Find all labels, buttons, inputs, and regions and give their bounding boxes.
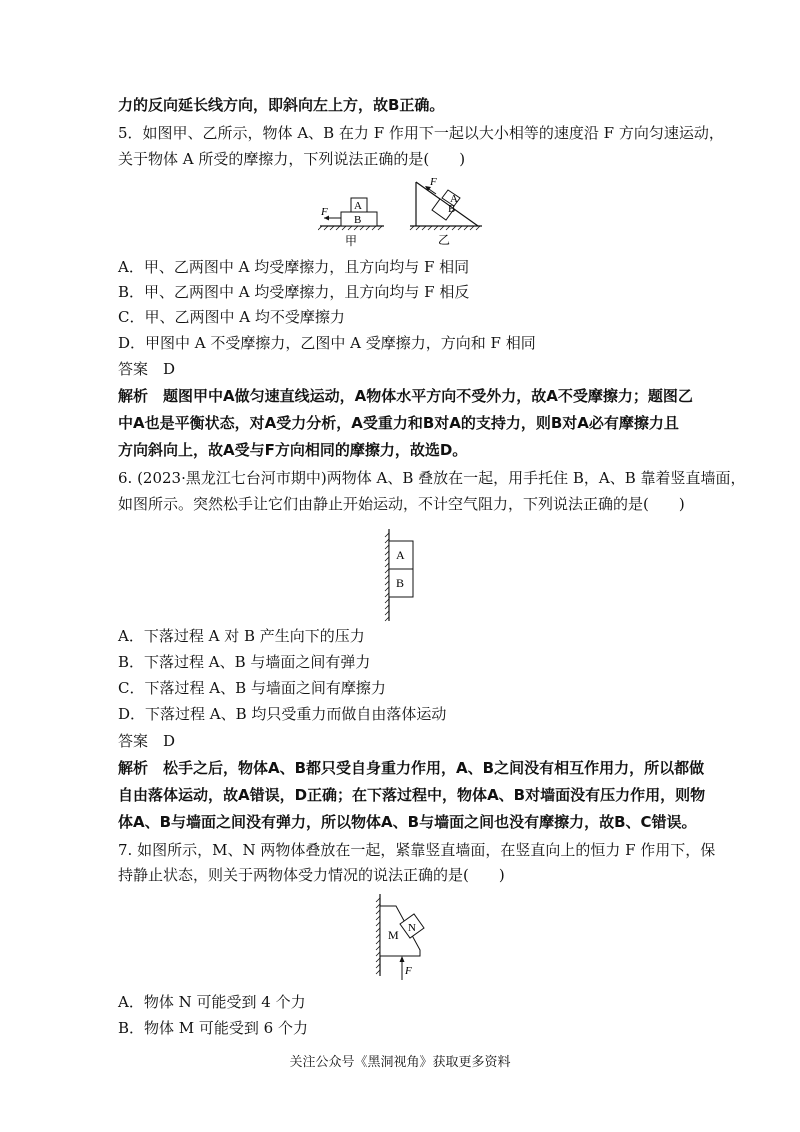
question-6-stem: 如图所示。突然松手让它们由静止开始运动，不计空气阻力，下列说法正确的是( ) xyxy=(118,495,685,513)
question-7-stem: 持静止状态，则关于两物体受力情况的说法正确的是( ) xyxy=(118,866,505,884)
option-c: C．下落过程 A、B 与墙面之间有摩擦力 xyxy=(118,679,386,697)
block-b-label: B xyxy=(448,203,456,215)
figure-yi xyxy=(404,172,484,252)
answer: 答案 D xyxy=(118,732,176,750)
force-f-label: F xyxy=(430,176,437,188)
block-a-label: A xyxy=(396,548,405,562)
option-a: A．甲、乙两图中 A 均受摩擦力，且方向均与 F 相同 xyxy=(118,258,470,276)
block-a-label: A xyxy=(354,200,362,212)
text-line: 力的反向延长线方向，即斜向左上方，故B正确。 xyxy=(118,96,445,114)
option-d: D．下落过程 A、B 均只受重力而做自由落体运动 xyxy=(118,705,447,723)
analysis: 方向斜向上，故A受与F方向相同的摩擦力，故选D。 xyxy=(118,441,468,459)
option-d: D．甲图中 A 不受摩擦力，乙图中 A 受摩擦力，方向和 F 相同 xyxy=(118,334,536,352)
question-5-stem: 关于物体 A 所受的摩擦力，下列说法正确的是( ) xyxy=(118,150,466,168)
force-f-label: F xyxy=(321,206,328,218)
figure-jia xyxy=(318,190,386,254)
analysis: 体A、B与墙面之间没有弹力，所以物体A、B与墙面之间也没有摩擦力，故B、C错误。 xyxy=(118,813,697,831)
option-a: A．物体 N 可能受到 4 个力 xyxy=(118,993,306,1011)
block-m-label: M xyxy=(388,928,399,942)
block-n-label: N xyxy=(408,922,416,934)
option-b: B．下落过程 A、B 与墙面之间有弹力 xyxy=(118,653,371,671)
option-a: A．下落过程 A 对 B 产生向下的压力 xyxy=(118,627,365,645)
figure-m-n-wall xyxy=(370,892,440,988)
analysis: 中A也是平衡状态，对A受力分析，A受重力和B对A的支持力，则B对A必有摩擦力且 xyxy=(118,414,679,432)
figure-caption: 甲 xyxy=(345,234,358,248)
option-b: B．甲、乙两图中 A 均受摩擦力，且方向均与 F 相反 xyxy=(118,283,470,301)
figure-wall-blocks xyxy=(377,527,437,627)
question-6-stem: 6. (2023·黑龙江七台河市期中)两物体 A、B 叠放在一起，用手托住 B，A、B 靠着竖直墙面， xyxy=(118,469,746,487)
block-a-label: A xyxy=(450,193,458,205)
block-b-label: B xyxy=(354,214,362,226)
block-b-label: B xyxy=(396,576,405,590)
figure-caption: 乙 xyxy=(438,233,451,247)
analysis: 自由落体运动，故A错误，D正确；在下落过程中，物体A、B对墙面没有压力作用，则物 xyxy=(118,786,706,804)
question-5-stem: 5．如图甲、乙所示，物体 A、B 在力 F 作用下一起以大小相等的速度沿 F 方向匀速运动， xyxy=(118,124,724,142)
page-footer: 关注公众号《黑洞视角》获取更多资料 xyxy=(289,1055,511,1070)
option-b: B．物体 M 可能受到 6 个力 xyxy=(118,1019,308,1037)
option-c: C．甲、乙两图中 A 均不受摩擦力 xyxy=(118,308,345,326)
force-f-label: F xyxy=(405,965,412,977)
answer: 答案 D xyxy=(118,360,176,378)
analysis: 解析 松手之后，物体A、B都只受自身重力作用，A、B之间没有相互作用力，所以都做 xyxy=(118,759,705,777)
analysis: 解析 题图甲中A做匀速直线运动，A物体水平方向不受外力，故A不受摩擦力；题图乙 xyxy=(118,387,693,405)
question-7-stem: 7. 如图所示，M、N 两物体叠放在一起，紧靠竖直墙面，在竖直向上的恒力 F 作用下，保 xyxy=(118,841,716,859)
